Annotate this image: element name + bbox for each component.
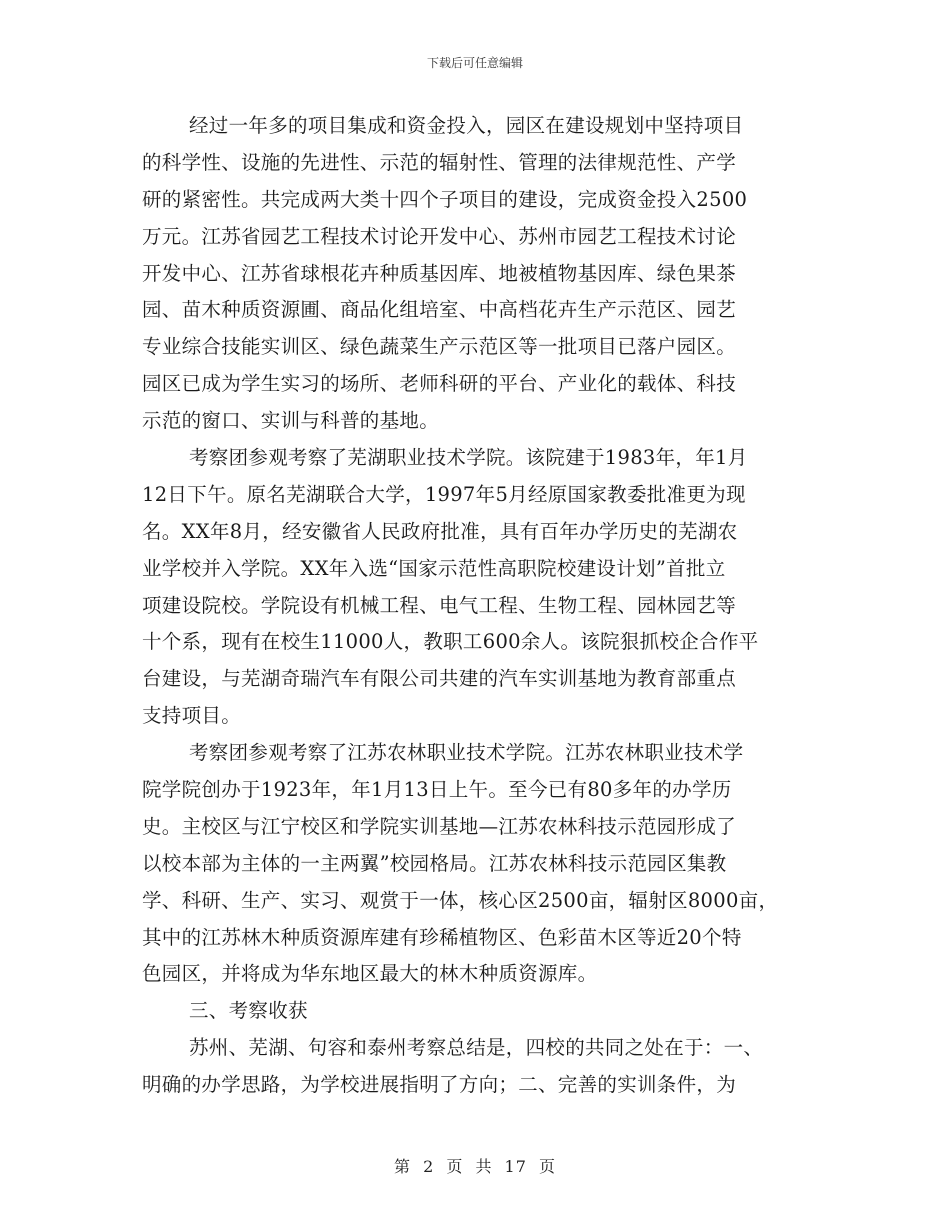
text-line: 开发中心、江苏省球根花卉种质基因库、地被植物基因库、绿色果茶 (142, 261, 737, 285)
text-line: 色园区，并将成为华东地区最大的林木种质资源库。 (142, 962, 598, 986)
text-line: 经过一年多的项目集成和资金投入，园区在建设规划中坚持项目 (189, 114, 744, 137)
text-line: 考察团参观考察了芜湖职业技术学院。该院建于1983年，年1月 (189, 446, 748, 470)
text-line: 支持项目。 (142, 704, 242, 728)
text-line: 史。主校区与江宁校区和学院实训基地—江苏农林科技示范园形成了 (142, 814, 737, 838)
page-footer: 第 2 页 共 17 页 (394, 1157, 556, 1176)
text-line: 学、科研、生产、实习、观赏于一体，核心区2500亩，辐射区8000亩， (142, 888, 779, 912)
text-line: 十个系，现有在校生11000人，教职工600余人。该院狠抓校企合作平 (142, 630, 759, 654)
text-line: 专业综合技能实训区、绿色蔬菜生产示范区等一批项目已落户园区。 (142, 335, 737, 359)
text-line: 的科学性、设施的先进性、示范的辐射性、管理的法律规范性、产学 (142, 150, 737, 174)
text-line: 明确的办学思路，为学校进展指明了方向；二、完善的实训条件，为 (142, 1073, 737, 1097)
text-line: 名。XX年8月，经安徽省人民政府批准，具有百年办学历史的芜湖农 (142, 519, 738, 543)
text-line: 考察团参观考察了江苏农林职业技术学院。江苏农林职业技术学 (189, 741, 744, 765)
text-line: 以校本部为主体的一主两翼”校园格局。江苏农林科技示范园区集教 (142, 851, 727, 875)
text-line: 业学校并入学院。XX年入选“国家示范性高职院校建设计划”首批立 (142, 556, 726, 580)
text-line: 万元。江苏省园艺工程技术讨论开发中心、苏州市园艺工程技术讨论 (142, 224, 737, 248)
text-line: 12日下午。原名芜湖联合大学，1997年5月经原国家教委批准更为现 (142, 482, 746, 506)
text-line: 台建设，与芜湖奇瑞汽车有限公司共建的汽车实训基地为教育部重点 (142, 667, 737, 691)
text-line: 苏州、芜湖、句容和泰州考察总结是，四校的共同之处在于：一、 (189, 1036, 764, 1060)
text-line: 示范的窗口、实训与科普的基地。 (142, 409, 440, 433)
page-header: 下载后可任意编辑 (426, 56, 523, 70)
text-line: 园、苗木种质资源圃、商品化组培室、中高档花卉生产示范区、园艺 (142, 298, 737, 322)
text-line: 项建设院校。学院设有机械工程、电气工程、生物工程、园林园艺等 (142, 593, 737, 617)
text-line: 研的紧密性。共完成两大类十四个子项目的建设，完成资金投入2500 (142, 187, 748, 211)
text-line: 院学院创办于1923年，年1月13日上午。至今已有80多年的办学历 (142, 778, 732, 802)
text-line: 三、考察收获 (189, 999, 308, 1023)
text-line: 其中的江苏林木种质资源库建有珍稀植物区、色彩苗木区等近20个特 (142, 925, 742, 949)
text-line: 园区已成为学生实习的场所、老师科研的平台、产业化的载体、科技 (142, 372, 737, 396)
document-body (142, 108, 812, 1104)
